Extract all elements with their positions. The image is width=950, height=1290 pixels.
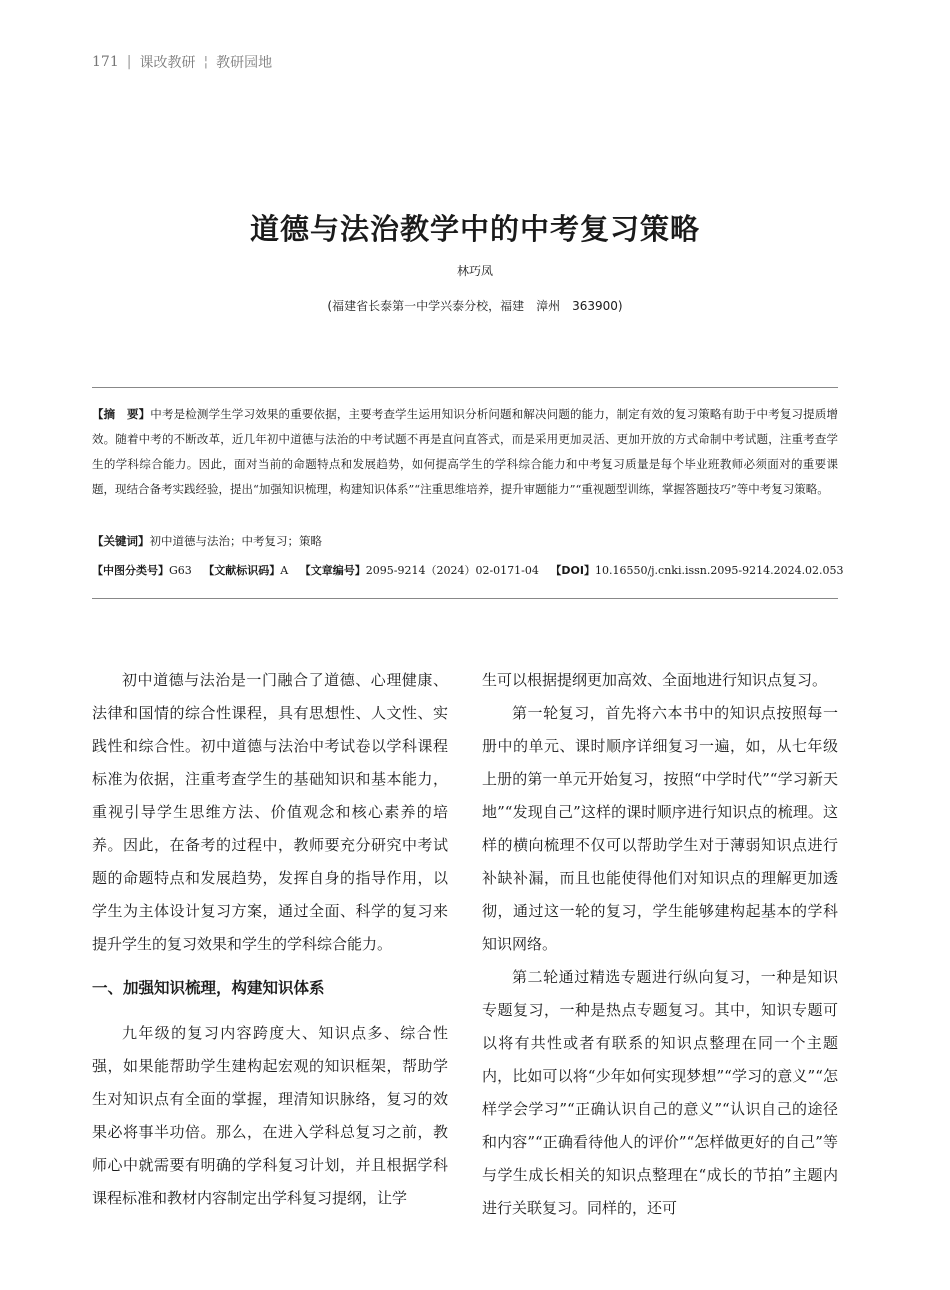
clc-value: G63 [169, 564, 192, 577]
article-affiliation: (福建省长泰第一中学兴泰分校，福建 漳州 363900) [327, 299, 623, 313]
article-title: 道德与法治教学中的中考复习策略 [249, 212, 700, 246]
article-number-value: 2095-9214（2024）02-0171-04 [365, 564, 539, 577]
body-paragraph-continued: 生可以根据提纲更加高效、全面地进行知识点复习。 [482, 671, 828, 689]
abstract [92, 402, 838, 502]
body-paragraph: 第一轮复习，首先将六本书中的知识点按照每一册中的单元、课时顺序详细复习一遍，如，从七年级上册的第一单元开始复习，按照“中学时代”“学习新天地”“发现自己”这样的课时顺序进行知识点的梳理。这样的横向梳理不仅可以帮助学生对于薄弱知识点进行补缺补漏，而且也能使得他们对知识点的理解更加透彻，通过这一轮的复习，学生能够建构起基本的学科知识网络。 [482, 704, 838, 953]
article-author: 林巧凤 [456, 264, 493, 278]
body-paragraph: 第二轮通过精选专题进行纵向复习，一种是知识专题复习，一种是热点专题复习。其中，知识专题可以将有共性或者有联系的知识点整理在同一个主题内，比如可以将“少年如何实现梦想”“学习的意义”“怎样学会学习”“正确认识自己的意义”“认识自己的途径和内容”“正确看待他人的评价”“怎样做更好的自己”等与学生成长相关的知识点整理在“成长的节拍”主题内进行关联复习。同样的，还可 [482, 968, 838, 1217]
top-divider [92, 387, 838, 388]
header-section: 课改教研 [139, 55, 196, 71]
right-column [482, 664, 838, 1225]
doi-label: 【DOI】 [550, 564, 595, 577]
bottom-divider [92, 598, 838, 599]
abstract-label: 【摘 要】 [92, 407, 151, 421]
clc-label: 【中图分类号】 [92, 564, 169, 577]
keywords-text: 初中道德与法治；中考复习；策略 [149, 534, 322, 548]
header-subsection: 教研园地 [216, 55, 273, 71]
abstract-text: 中考是检测学生学习效果的重要依据，主要考查学生运用知识分析问题和解决问题的能力，制定有效的复习策略有助于中考复习提质增效。随着中考的不断改革，近几年初中道德与法治的中考试题不再是直问直答式，而是采用更加灵活、更加开放的方式命制中考试题，注重考查学生的学科综合能力。因此，面对当前的命题特点和发展趋势，如何提高学生的学科综合能力和中考复习质量是每个毕业班教师必须面对的重要课题，现结合备考实践经验，提出“加强知识梳理，构建知识体系”“注重思维培养，提升审题能力”“重视题型训练，掌握答题技巧”等中考复习策略。 [92, 407, 838, 496]
article-meta [92, 560, 852, 582]
header-divider: | [126, 54, 132, 70]
body-paragraph: 九年级的复习内容跨度大、知识点多、综合性强，如果能帮助学生建构起宏观的知识框架，帮助学生对知识点有全面的掌握，理清知识脉络，复习的效果必将事半功倍。那么，在进入学科总复习之前，教师心中就需要有明确的学科复习计划，并且根据学科课程标准和教材内容制定出学科复习提纲，让学 [92, 1024, 448, 1207]
page-number: 171 [92, 54, 119, 70]
keywords-label: 【关键词】 [92, 534, 150, 548]
running-header [92, 52, 272, 72]
doc-code-label: 【文献标识码】 [203, 564, 281, 577]
header-divider: ¦ [203, 54, 209, 70]
section-heading: 一、加强知识梳理，构建知识体系 [92, 979, 325, 997]
intro-paragraph: 初中道德与法治是一门融合了道德、心理健康、法律和国情的综合性课程，具有思想性、人文性、实践性和综合性。初中道德与法治中考试卷以学科课程标准为依据，注重考查学生的基础知识和基本能力，重视引导学生思维方法、价值观念和核心素养的培养。因此，在备考的过程中，教师要充分研究中考试题的命题特点和发展趋势，发挥自身的指导作用，以学生为主体设计复习方案，通过全面、科学的复习来提升学生的复习效果和学生的学科综合能力。 [92, 671, 448, 953]
keywords [92, 530, 838, 552]
article-number-label: 【文章编号】 [299, 564, 366, 577]
doc-code-value: A [280, 564, 289, 577]
doi-value: 10.16550/j.cnki.issn.2095-9214.2024.02.053 [594, 564, 844, 577]
left-column [92, 664, 448, 1215]
